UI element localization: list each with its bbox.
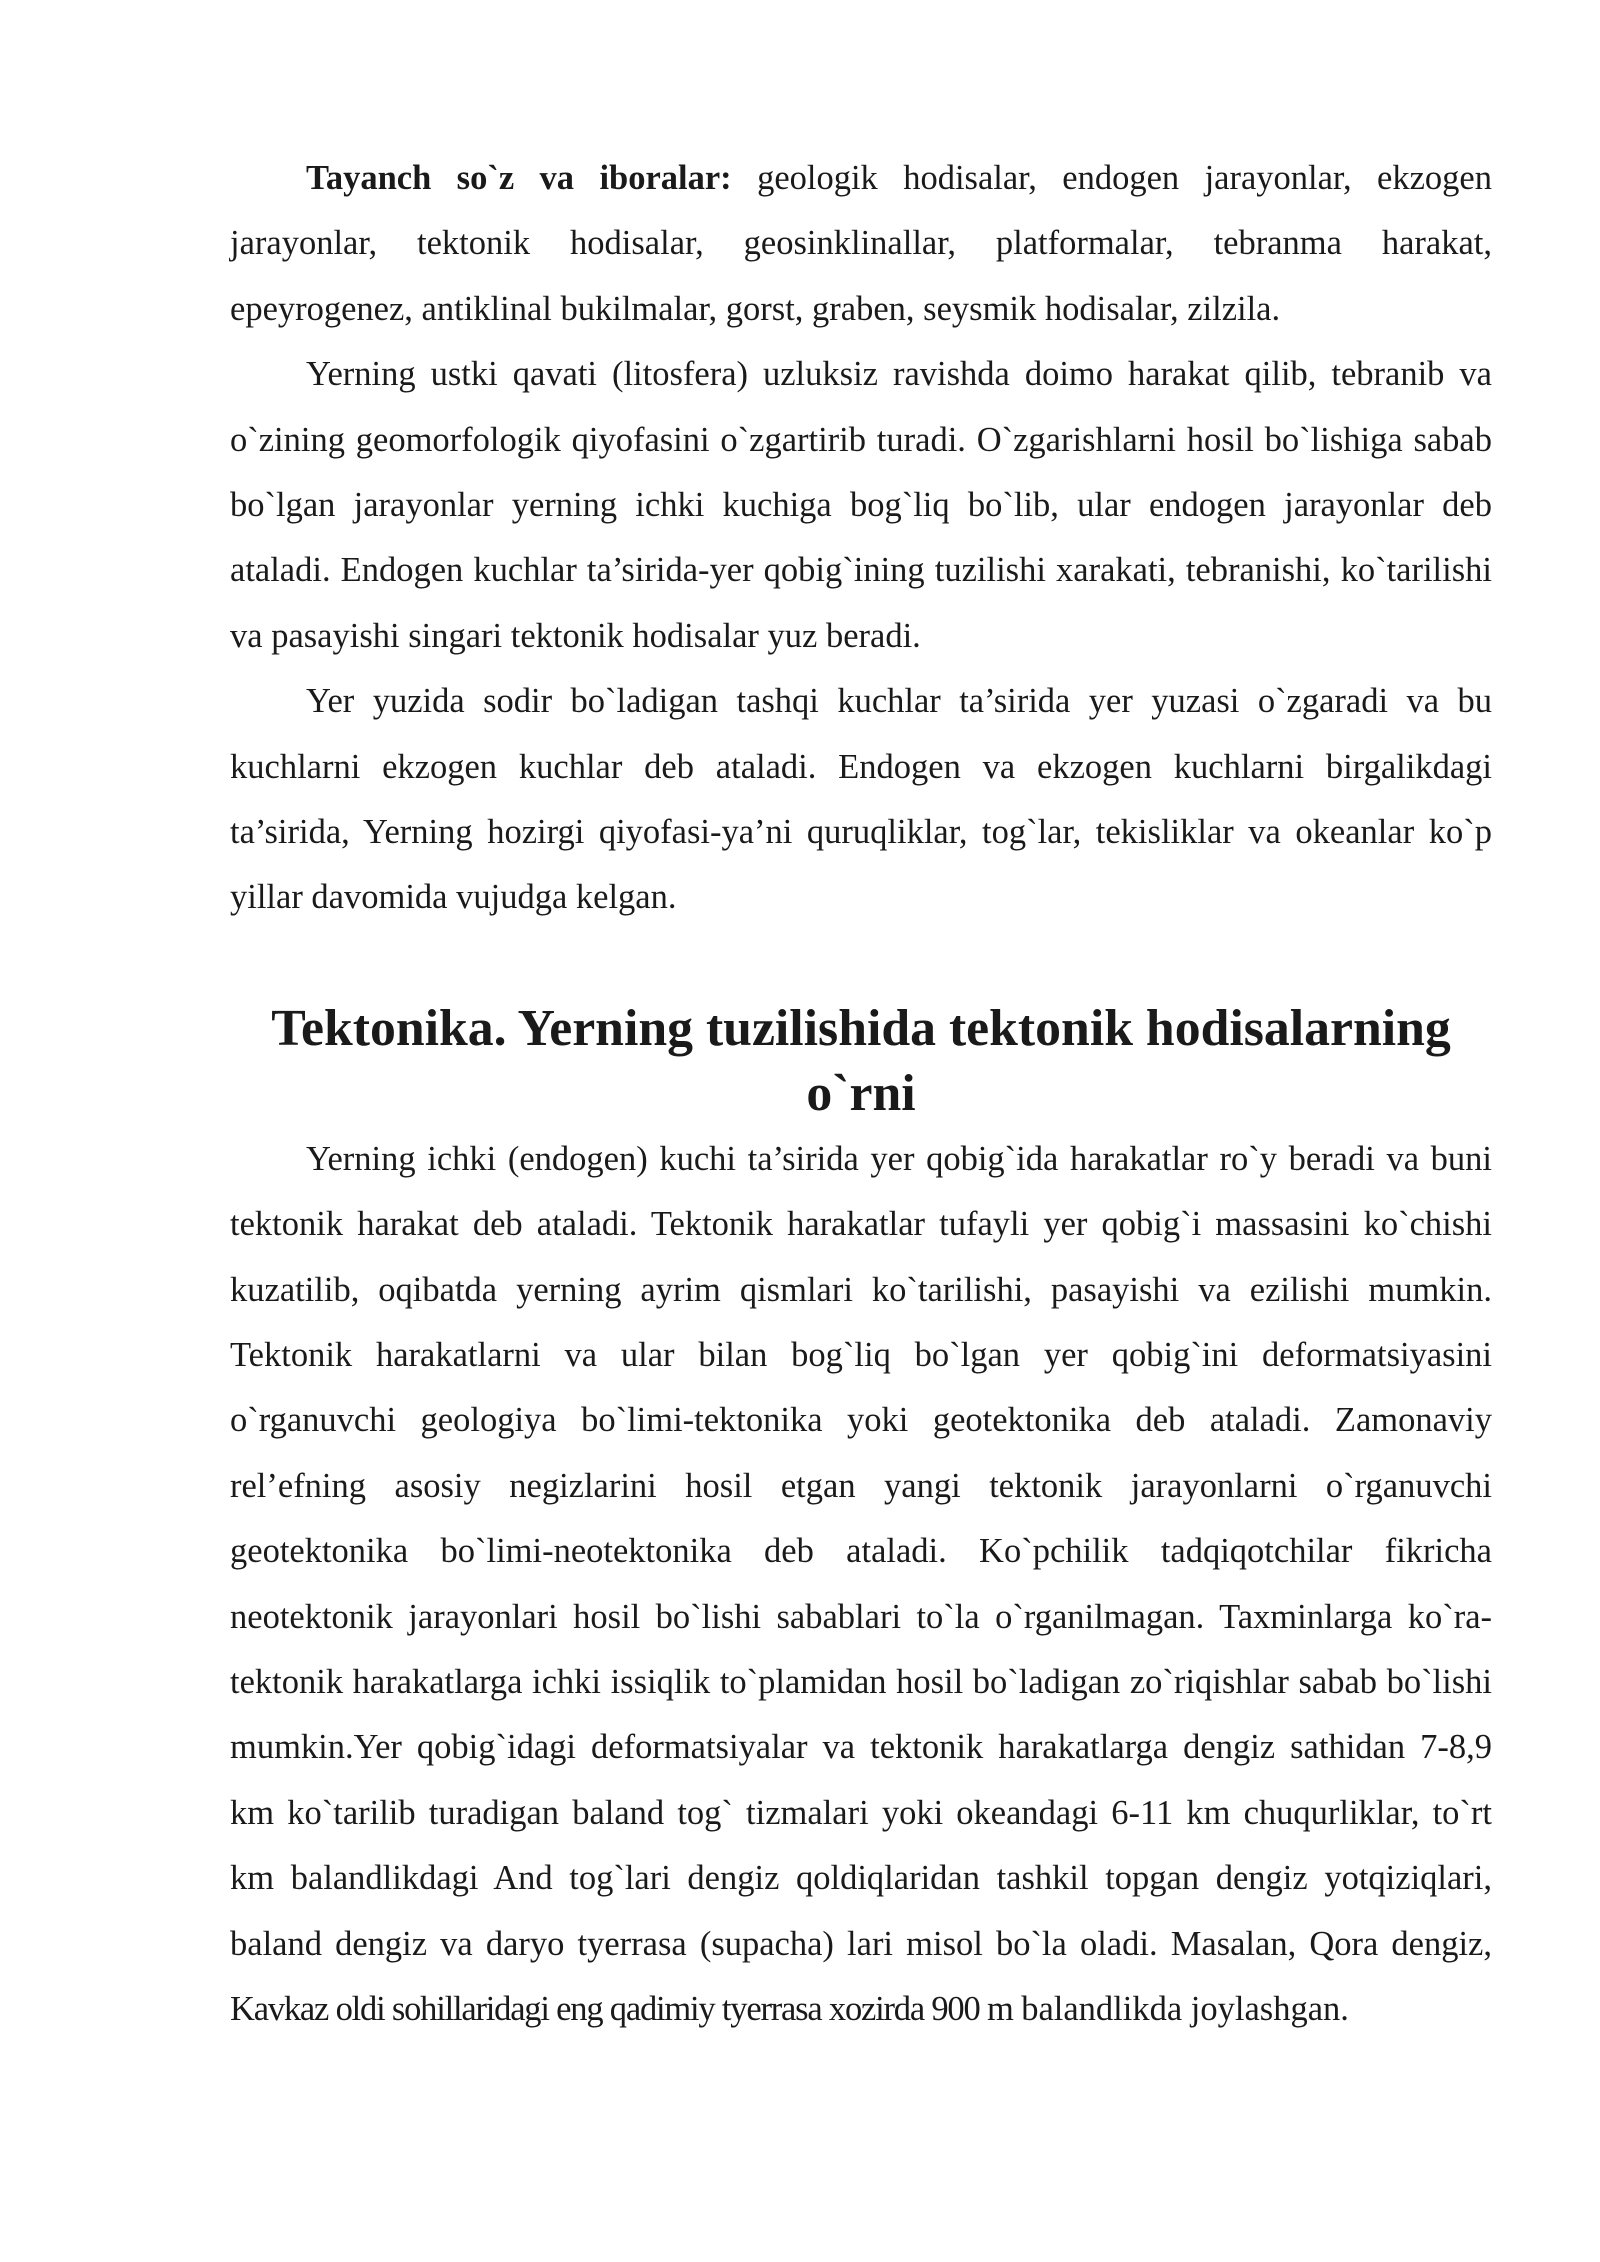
section-paragraph-tail: balandlikda joylashgan.	[1012, 1989, 1349, 2028]
keywords-list: geologik hodisalar, endogen jarayonlar, ekzogen jarayonlar, tektonik hodisalar, geosinklinallar, platformalar, tebranma harakat, epeyrogenez, antiklinal bukilmalar, gorst, graben, seysmik hodisalar, zilzila.	[230, 159, 1492, 328]
body-paragraph: Yerning ustki qavati (litosfera) uzluksiz ravishda doimo harakat qilib, tebranib va o`zining geomorfologik qiyofasini o`zgartirib turadi. O`zgarishlarni hosil bo`lishiga sabab bo`lgan jarayonlar yerning ichki kuchiga bog`liq bo`lib, ular endogen jarayonlar deb ataladi. Endogen kuchlar ta’sirida-yer qobig`ining tuzilishi xarakati, tebranishi, ko`tarilishi va pasayishi singari tektonik hodisalar yuz beradi.	[230, 355, 1492, 655]
keywords-label: Tayanch so`z va iboralar:	[306, 159, 732, 197]
keywords-paragraph	[230, 146, 1492, 342]
document-body	[230, 146, 1492, 2042]
section-paragraph-text: Yerning ichki (endogen) kuchi ta’sirida yer qobig`ida harakatlar ro`y beradi va buni tektonik harakat deb ataladi. Tektonik harakatlar tufayli yer qobig`i massasini ko`chishi kuzatilib, oqibatda yerning ayrim qismlari ko`tarilishi, pasayishi va ezilishi mumkin. Tektonik harakatlarni va ular bilan bog`liq bo`lgan yer qobig`ini deformatsiyasini o`rganuvchi geologiya bo`limi-tektonika yoki geotektonika deb ataladi. Zamonaviy rel’efning asosiy negizlarini hosil etgan yangi tektonik jarayonlarni o`rganuvchi geotektonika bo`limi-neotektonika deb ataladi. Ko`pchilik tadqiqotchilar fikricha neotektonik jarayonlari hosil bo`lishi sabablari to`la o`rganilmagan. Taxminlarga ko`ra-tektonik harakatlarga ichki issiqlik to`plamidan hosil bo`ladigan zo`riqishlar sabab bo`lishi mumkin.Yer qobig`idagi deformatsiyalar va tektonik harakatlarga dengiz sathidan 7-8,9 km ko`tarilib turadigan baland tog` tizmalari yoki okeandagi 6-11 km chuqurliklar, to`rt km balandlikdagi And tog`lari dengiz qoldiqlaridan tashkil topgan dengiz yotqiziqlari, baland dengiz va daryo tyerrasa (supacha) lari misol bo`la oladi. Masalan, Qora dengiz,	[230, 1139, 1492, 1963]
section-heading: Tektonika. Yerning tuzilishida tektonik hodisalarning o`rni	[271, 999, 1451, 1123]
section-paragraph-condensed-text: Kavkaz oldi sohillaridagi eng qadimiy tyerrasa xozirda 900 m	[230, 1989, 1013, 2028]
body-paragraph: Yer yuzida sodir bo`ladigan tashqi kuchlar ta’sirida yer yuzasi o`zgaradi va bu kuchlarni ekzogen kuchlar deb ataladi. Endogen va ekzogen kuchlarni birgalikdagi ta’sirida, Yerning hozirgi qiyofasi-ya’ni quruqliklar, tog`lar, tekisliklar va okeanlar ko`p yillar davomida vujudga kelgan.	[230, 682, 1492, 917]
section-paragraph	[230, 1127, 1492, 2043]
